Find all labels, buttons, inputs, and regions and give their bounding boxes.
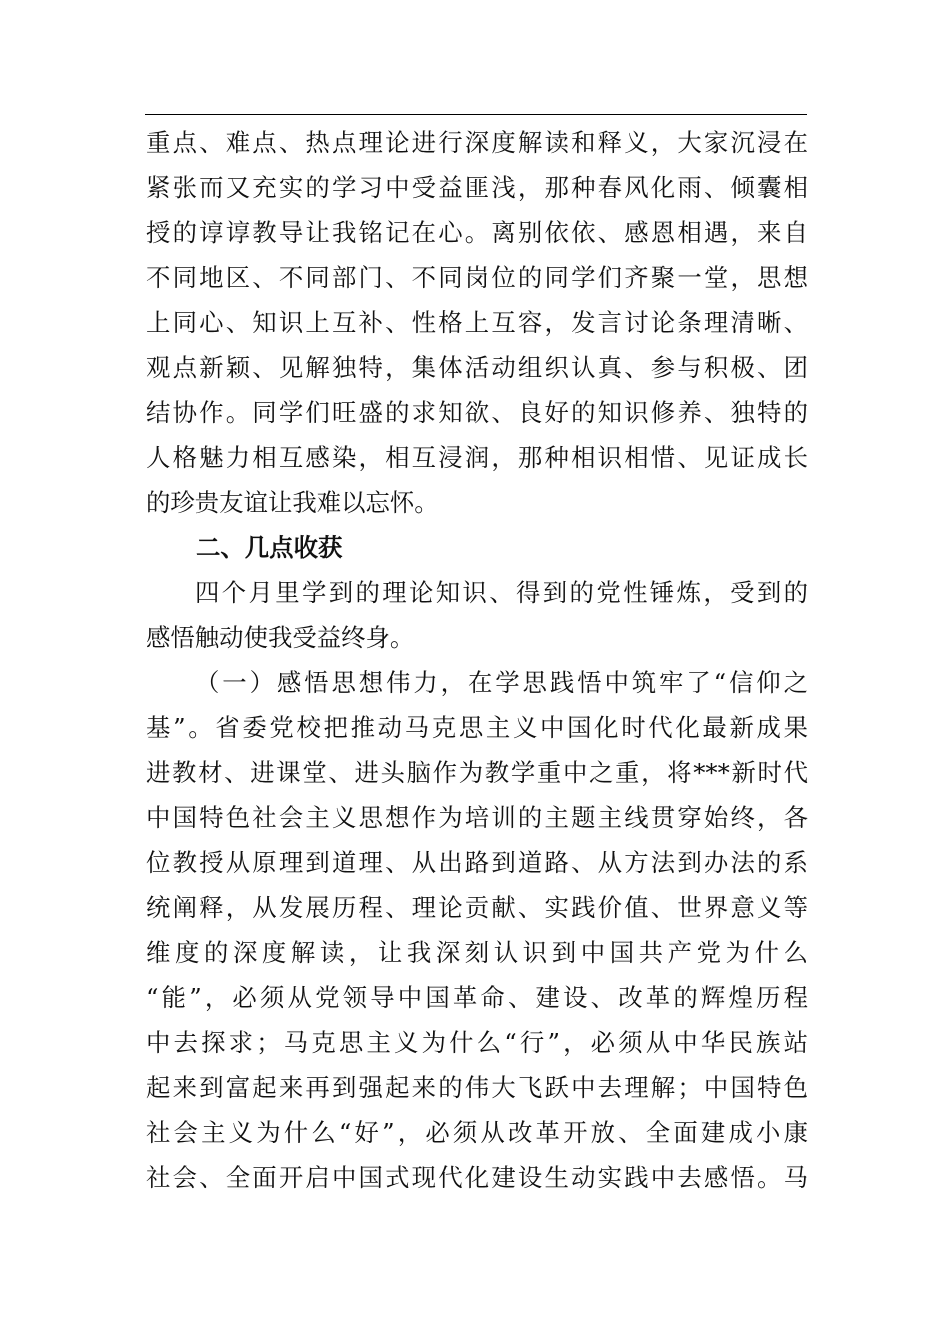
text-line: 四个月里学到的理论知识、得到的党性锤炼，受到的 <box>195 578 808 607</box>
text-line: 观点新颖、见解独特，集体活动组织认真、参与积极、团 <box>146 353 808 382</box>
text-line: 基”。省委党校把推动马克思主义中国化时代化最新成果 <box>146 713 808 742</box>
body-text <box>146 120 808 1200</box>
text-line: 进教材、进课堂、进头脑作为教学重中之重，将***新时代 <box>146 758 808 787</box>
text-line: 的珍贵友谊让我难以忘怀。 <box>146 488 439 517</box>
text-line: 授的谆谆教导让我铭记在心。离别依依、感恩相遇，来自 <box>146 218 808 247</box>
text-line: 不同地区、不同部门、不同岗位的同学们齐聚一堂，思想 <box>146 263 808 292</box>
header-rule <box>145 114 807 115</box>
text-line: 中国特色社会主义思想作为培训的主题主线贯穿始终，各 <box>146 803 808 832</box>
section-heading: 二、几点收获 <box>196 533 343 562</box>
text-line: 结协作。同学们旺盛的求知欲、良好的知识修养、独特的 <box>146 398 808 427</box>
text-line: 社会主义为什么“好”，必须从改革开放、全面建成小康 <box>146 1118 808 1147</box>
text-line: 起来到富起来再到强起来的伟大飞跃中去理解；中国特色 <box>146 1073 808 1102</box>
text-line: 紧张而又充实的学习中受益匪浅，那种春风化雨、倾囊相 <box>146 173 808 202</box>
text-line: 重点、难点、热点理论进行深度解读和释义，大家沉浸在 <box>146 128 808 157</box>
text-line: 感悟触动使我受益终身。 <box>146 623 415 652</box>
text-line: 人格魅力相互感染，相互浸润，那种相识相惜、见证成长 <box>146 443 808 472</box>
text-line: “能”，必须从党领导中国革命、建设、改革的辉煌历程 <box>146 983 808 1012</box>
text-line: 位教授从原理到道理、从出路到道路、从方法到办法的系 <box>146 848 808 877</box>
text-line: 维度的深度解读，让我深刻认识到中国共产党为什么 <box>146 938 808 967</box>
text-line: 中去探求；马克思主义为什么“行”，必须从中华民族站 <box>146 1028 808 1057</box>
text-line: 统阐释，从发展历程、理论贡献、实践价值、世界意义等 <box>146 893 808 922</box>
text-line: 上同心、知识上互补、性格上互容，发言讨论条理清晰、 <box>146 308 808 337</box>
text-line: 社会、全面开启中国式现代化建设生动实践中去感悟。马 <box>146 1163 808 1192</box>
text-line: （一）感悟思想伟力，在学思践悟中筑牢了“信仰之 <box>195 668 808 697</box>
